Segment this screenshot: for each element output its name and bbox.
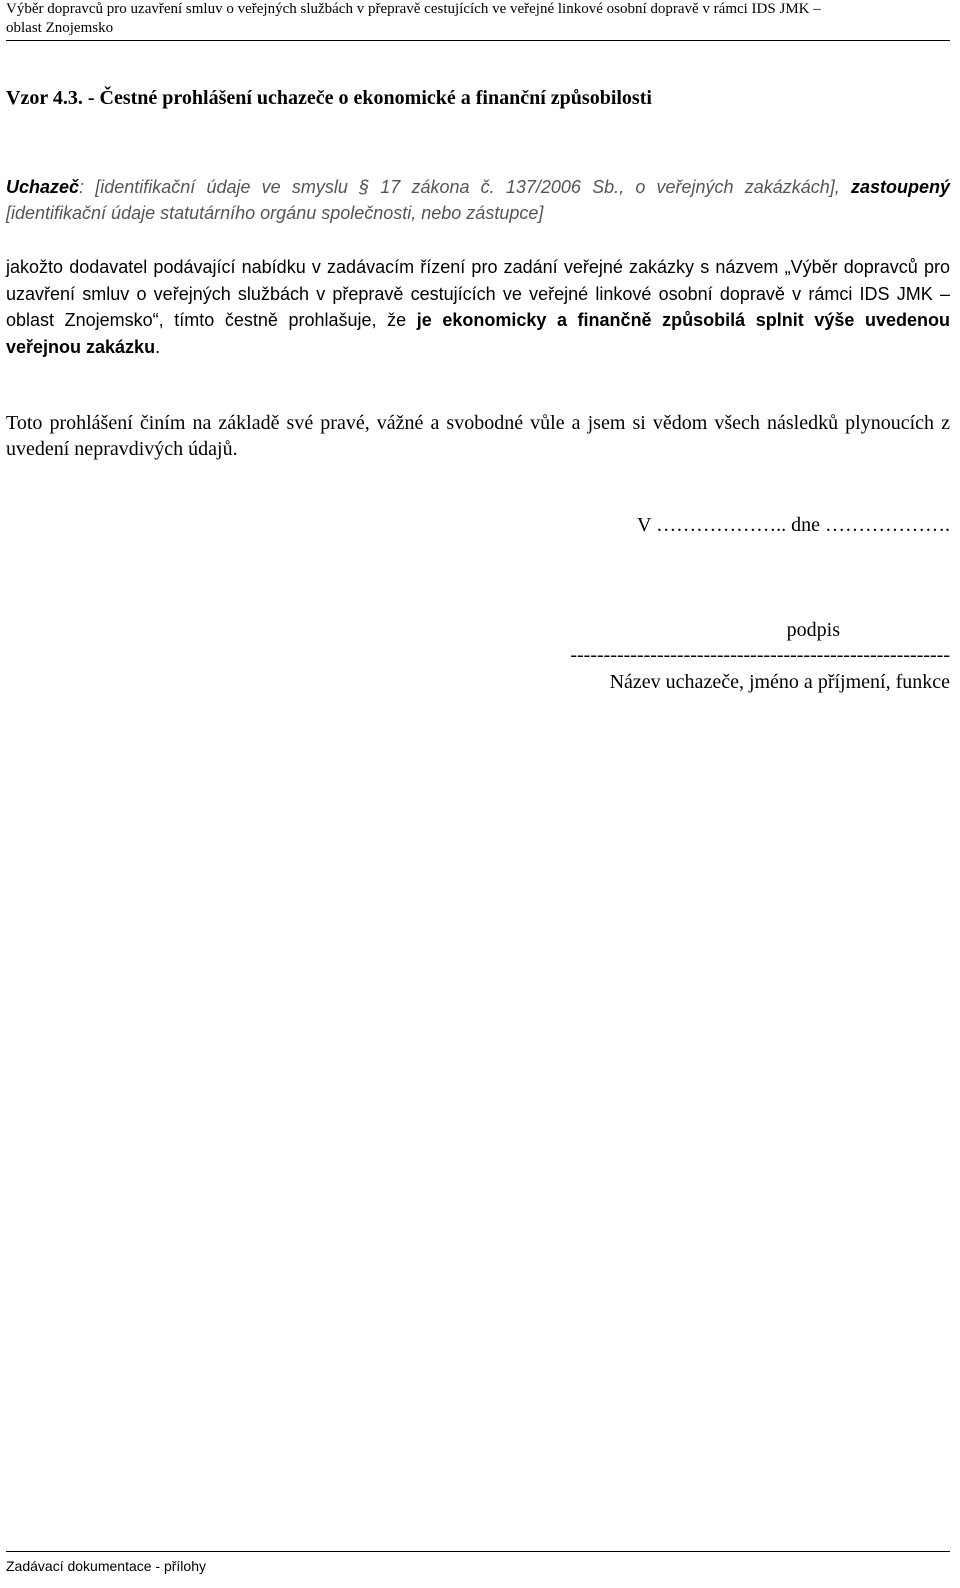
declaration-bold-text: je ekonomicky a finančně způsobilá splnit výše uvedenou veřejnou zakázku	[6, 310, 950, 357]
applicant-label: Uchazeč	[6, 177, 80, 197]
header-line-1: Výběr dopravců pro uzavření smluv o veřejných službách v přepravě cestujících ve veřejné linkové osobní dopravě v rámci IDS JMK –	[6, 1, 821, 17]
signature-line: ---------------------------------------------------------	[570, 644, 950, 666]
applicant-identification: : [identifikační údaje ve smyslu § 17 zákona č. 137/2006 Sb., o veřejných zakázkách],	[79, 177, 840, 197]
declaration-paragraph	[6, 254, 950, 360]
representative-identification: [identifikační údaje statutárního orgánu společnosti, nebo zástupce]	[6, 203, 544, 223]
place-date-line: V ……………….. dne ……………….	[637, 514, 950, 536]
page-header	[6, 0, 950, 41]
signature-block	[570, 617, 950, 697]
page-footer: Zadávací dokumentace - přílohy	[6, 1551, 950, 1575]
declaration-text: jakožto dodavatel podávající nabídku v zadávacím řízení pro zadání veřejné zakázky s názvem „Výběr dopravců pro uzavření smluv o veřejných službách v přepravě cestujících ve veřejné linkové osobní dopravě v rámci IDS JMK – oblast Znojemsko“, tímto čestně prohlašuje, že	[6, 257, 950, 330]
statement-paragraph: Toto prohlášení činím na základě své pravé, vážné a svobodné vůle a jsem si vědom všech následků plynoucích z uvedení nepravdivých údajů.	[6, 412, 950, 460]
applicant-paragraph	[6, 174, 950, 226]
signature-label: podpis	[786, 619, 840, 641]
header-line-2: oblast Znojemsko	[6, 20, 114, 36]
declaration-end: .	[155, 336, 161, 357]
signature-caption: Název uchazeče, jméno a příjmení, funkce	[609, 671, 950, 693]
represented-label: zastoupený	[850, 177, 950, 197]
document-title: Vzor 4.3. - Čestné prohlášení uchazeče o ekonomické a finanční způsobilosti	[6, 87, 652, 109]
